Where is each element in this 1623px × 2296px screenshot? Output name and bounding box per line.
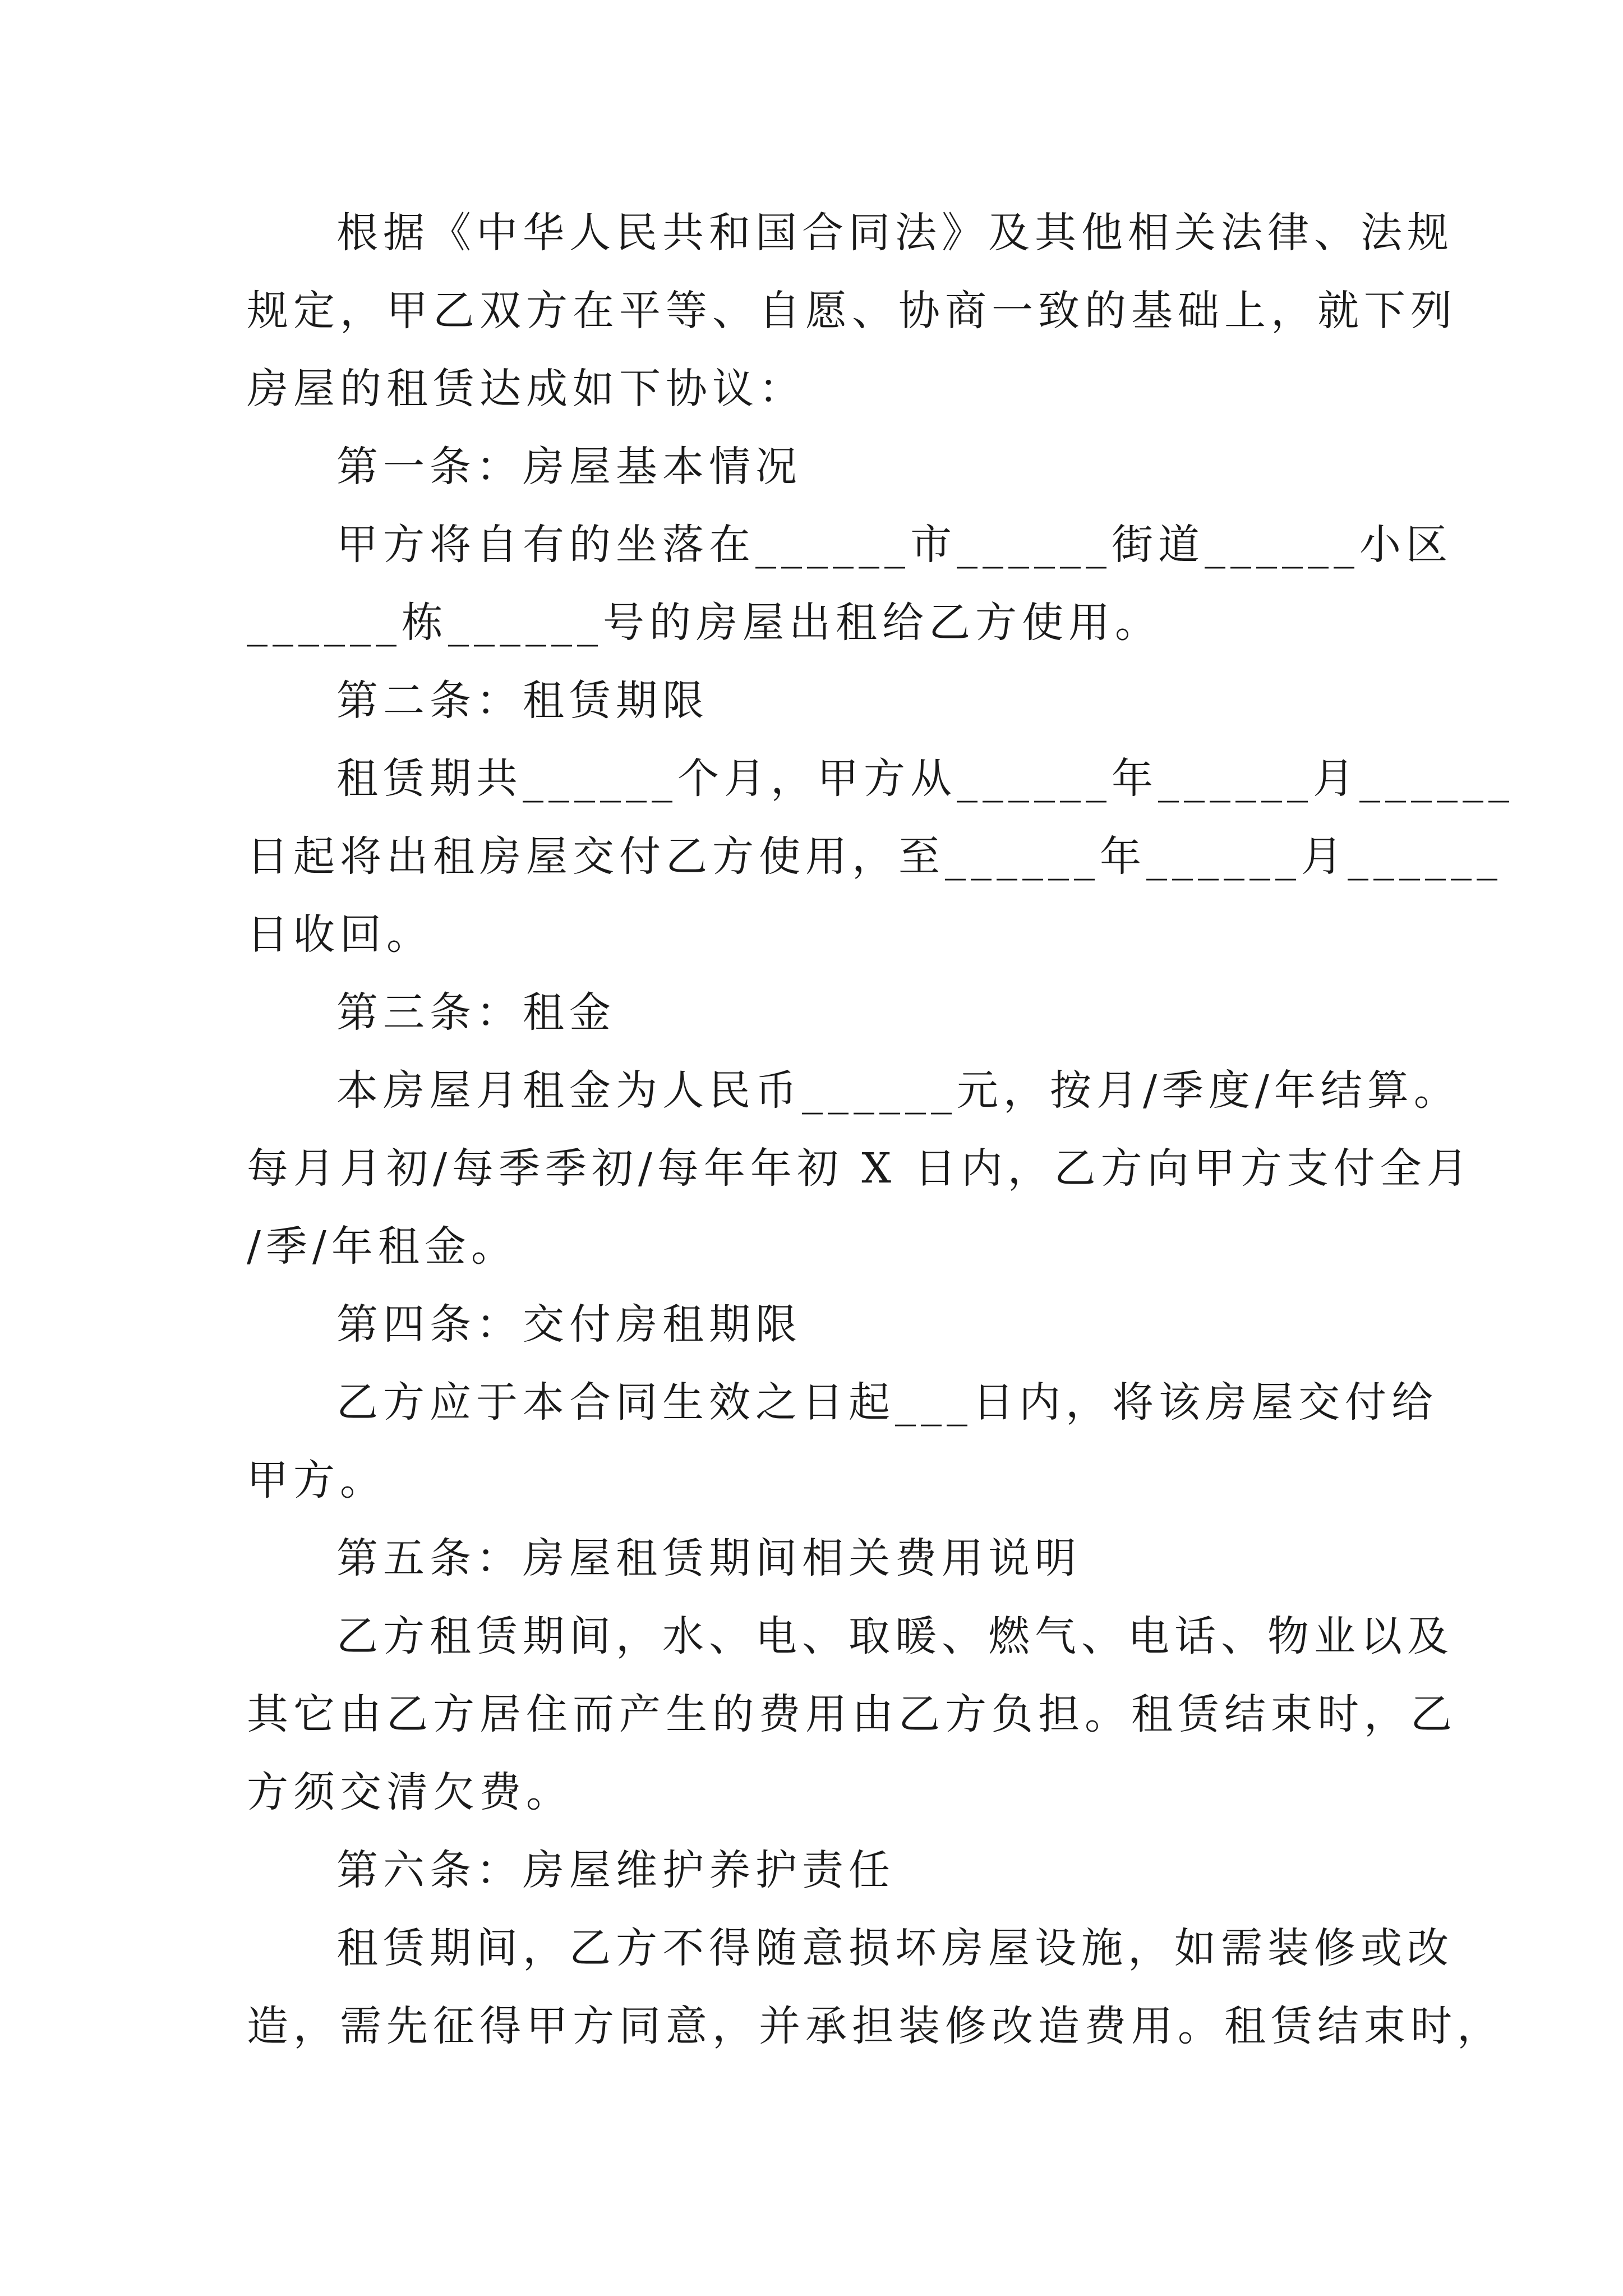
text-line: /季/年租金。: [247, 1222, 518, 1271]
section-heading: 第二条：租赁期限: [336, 677, 709, 725]
section-heading: 第一条：房屋基本情况: [336, 443, 802, 491]
text-line: 乙方应于本合同生效之日起___日内，将该房屋交付给: [336, 1378, 1438, 1427]
text-line: 造，需先征得甲方同意，并承担装修改造费用。租赁结束时，: [247, 2002, 1504, 2050]
text-line: ______栋______号的房屋出租给乙方使用。: [247, 599, 1161, 647]
text-line: 租赁期共______个月，甲方从______年______月______: [336, 754, 1514, 803]
text-line: 每月月初/每季季初/每年年初 X 日内，乙方向甲方支付全月: [247, 1144, 1473, 1193]
text-line: 其它由乙方居住而产生的费用由乙方负担。租赁结束时，乙: [247, 1690, 1457, 1738]
text-line: 租赁期间，乙方不得随意损坏房屋设施，如需装修或改: [336, 1924, 1454, 1972]
text-line: 方须交清欠费。: [247, 1768, 573, 1816]
text-line: 甲方。: [247, 1456, 386, 1504]
text-line: 规定，甲乙双方在平等、自愿、协商一致的基础上，就下列: [247, 287, 1457, 335]
section-heading: 第六条：房屋维护养护责任: [336, 1846, 895, 1894]
text-line: 本房屋月租金为人民币______元，按月/季度/年结算。: [336, 1066, 1460, 1115]
section-heading: 第五条：房屋租赁期间相关费用说明: [336, 1534, 1081, 1582]
section-heading: 第三条：租金: [336, 988, 616, 1037]
text-line: 乙方租赁期间，水、电、取暖、燃气、电话、物业以及: [336, 1612, 1454, 1660]
text-line: 日收回。: [247, 910, 433, 959]
text-line: 日起将出租房屋交付乙方使用，至______年______月______: [247, 832, 1502, 881]
text-line: 房屋的租赁达成如下协议：: [247, 365, 805, 413]
text-line: 根据《中华人民共和国合同法》及其他相关法律、法规: [336, 209, 1454, 257]
section-heading: 第四条：交付房租期限: [336, 1300, 802, 1349]
text-line: 甲方将自有的坐落在______市______街道______小区: [336, 521, 1453, 569]
